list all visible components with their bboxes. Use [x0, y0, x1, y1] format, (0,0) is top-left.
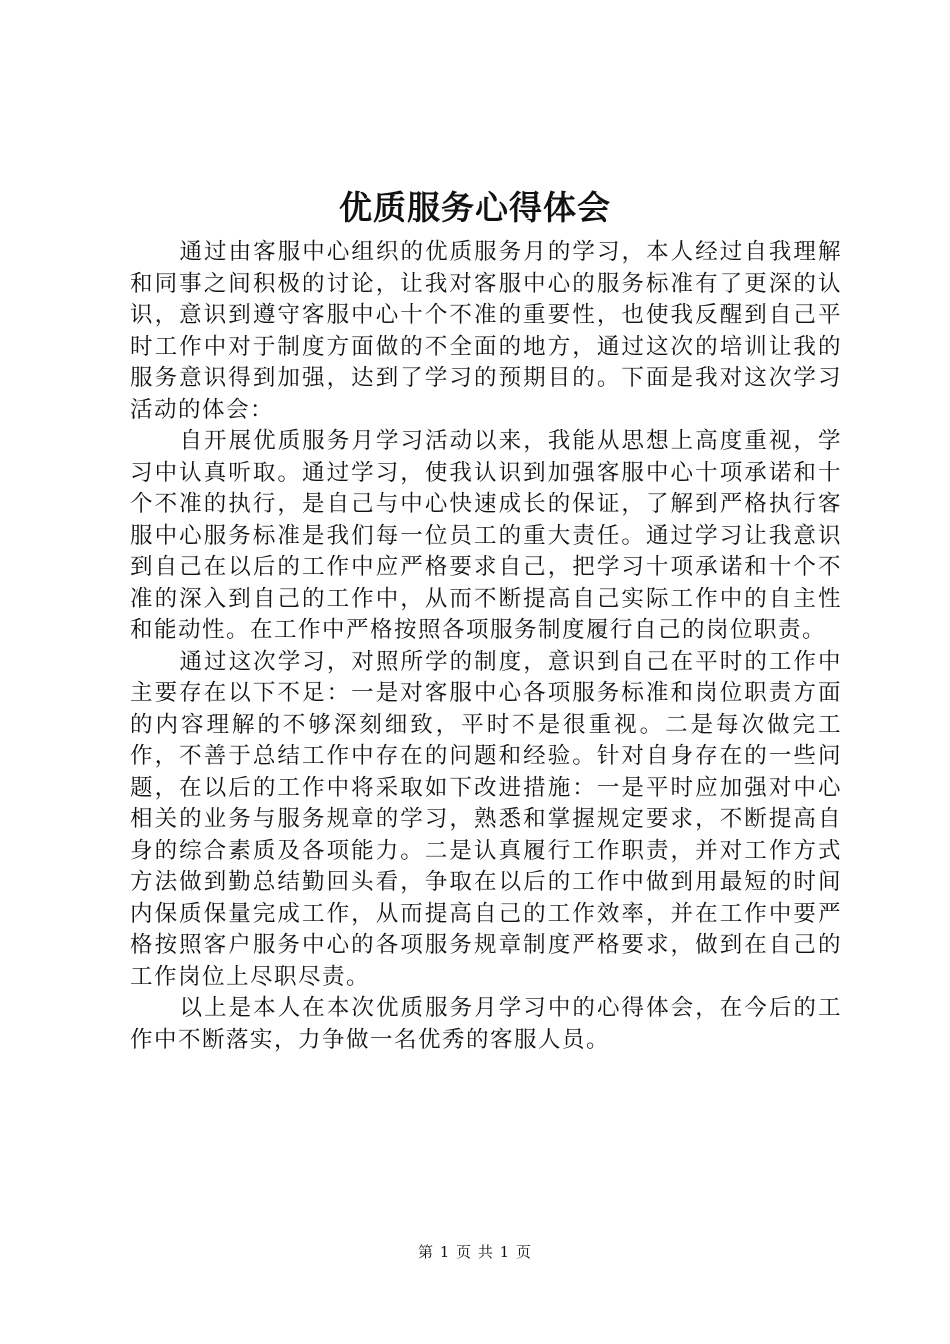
page-number-footer: 第 1 页 共 1 页 [418, 1243, 532, 1261]
body-paragraph-3: 通过这次学习，对照所学的制度，意识到自己在平时的工作中主要存在以下不足：一是对客服中心各项服务标准和岗位职责方面的内容理解的不够深刻细致，平时不是很重视。二是每次做完工作，不善于总结工作中存在的问题和经验。针对自身存在的一些问题，在以后的工作中将采取如下改进措施：一是平时应加强对中心相关的业务与服务规章的学习，熟悉和掌握规定要求，不断提高自身的综合素质及各项能力。二是认真履行工作职责，并对工作方式方法做到勤总结勤回头看，争取在以后的工作中做到用最短的时间内保质保量完成工作，从而提高自己的工作效率，并在工作中要严格按照客户服务中心的各项服务规章制度严格要求，做到在自己的工作岗位上尽职尽责。 [130, 648, 842, 990]
document-title: 优质服务心得体会 [339, 188, 611, 227]
body-paragraph-2: 自开展优质服务月学习活动以来，我能从思想上高度重视，学习中认真听取。通过学习，使我认识到加强客服中心十项承诺和十个不准的执行，是自己与中心快速成长的保证，了解到严格执行客服中心服务标准是我们每一位员工的重大责任。通过学习让我意识到自己在以后的工作中应严格要求自己，把学习十项承诺和十个不准的深入到自己的工作中，从而不断提高自己实际工作中的自主性和能动性。在工作中严格按照各项服务制度履行自己的岗位职责。 [130, 428, 842, 643]
body-paragraph-4: 以上是本人在本次优质服务月学习中的心得体会，在今后的工作中不断落实，力争做一名优秀的客服人员。 [130, 995, 842, 1053]
body-paragraph-1: 通过由客服中心组织的优质服务月的学习，本人经过自我理解和同事之间积极的讨论，让我对客服中心的服务标准有了更深的认识，意识到遵守客服中心十个不准的重要性，也使我反醒到自己平时工作中对于制度方面做的不全面的地方，通过这次的培训让我的服务意识得到加强，达到了学习的预期目的。下面是我对这次学习活动的体会： [130, 239, 842, 423]
document-body [130, 237, 842, 1056]
